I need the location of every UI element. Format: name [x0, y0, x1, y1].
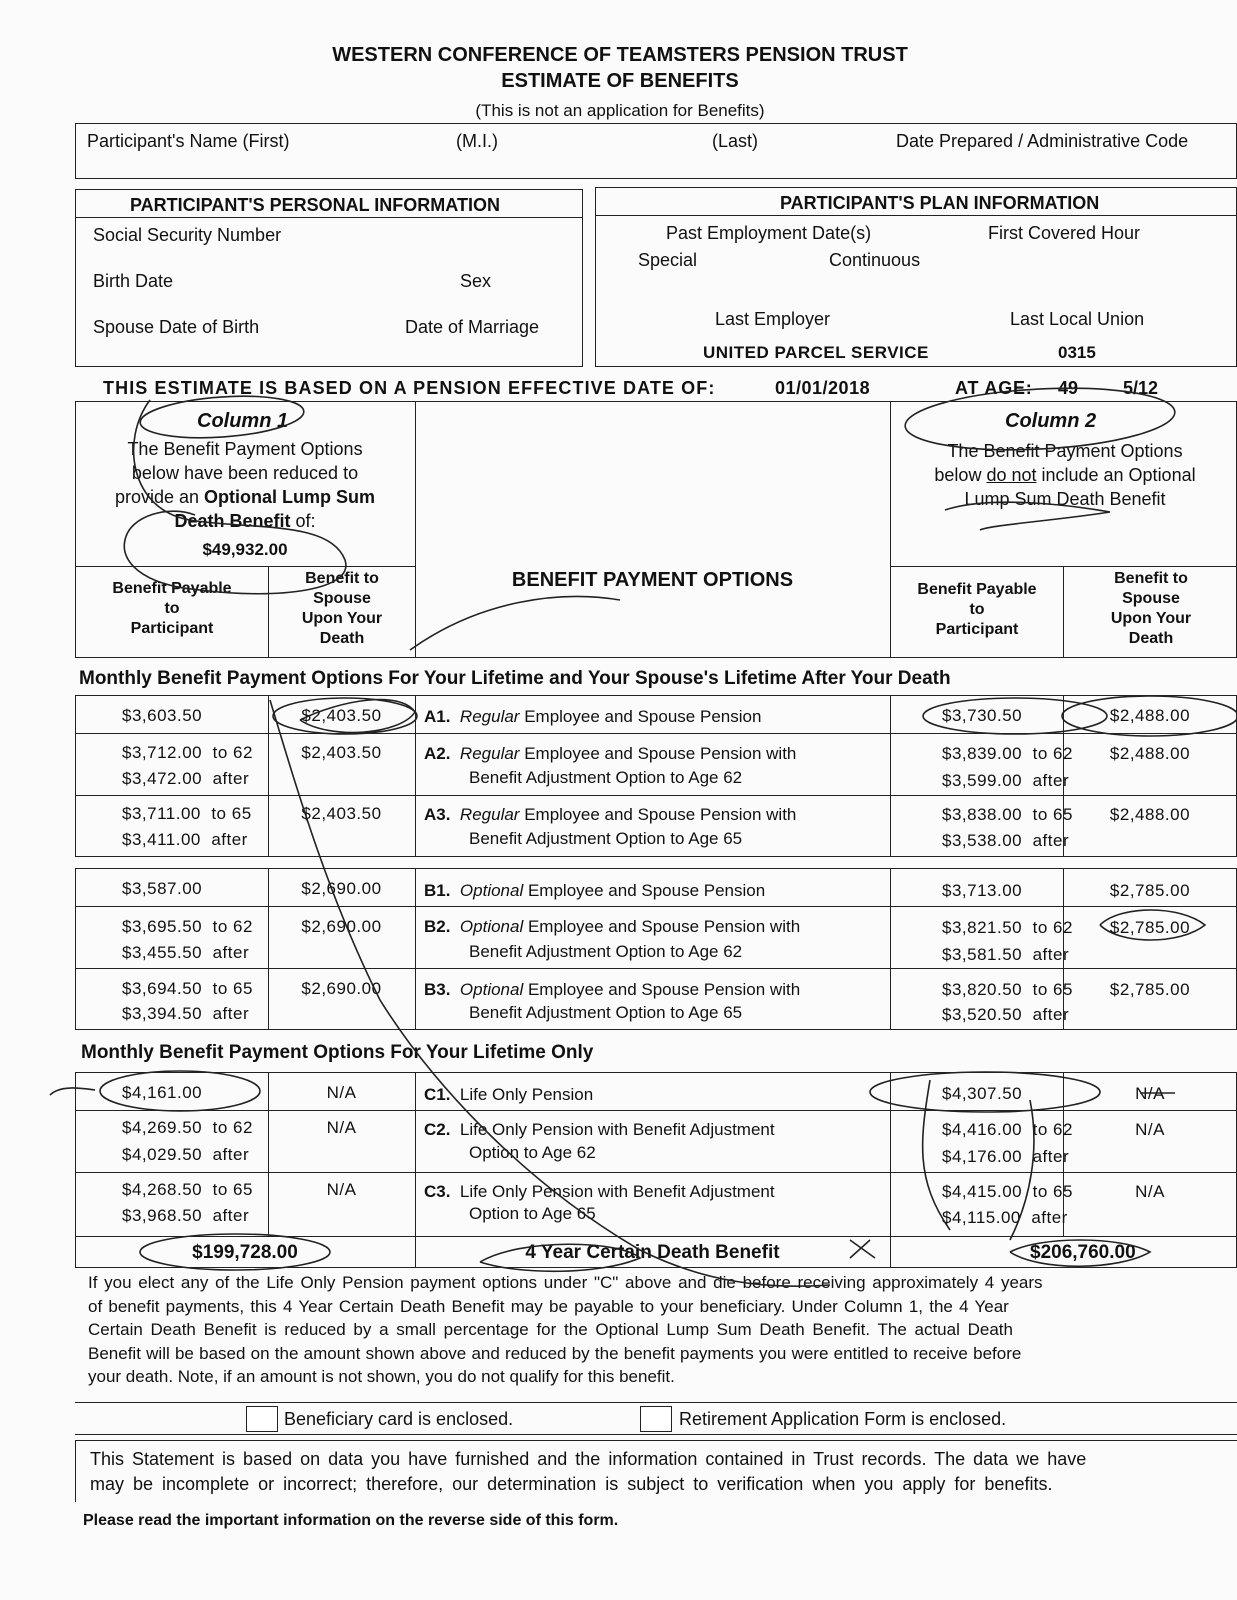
options-heading: BENEFIT PAYMENT OPTIONS	[511, 569, 794, 591]
column2-line1: The Benefit Payment Options	[947, 441, 1183, 461]
c1-spouse-head: Benefit to Spouse Upon Your Death	[301, 570, 383, 647]
last-local-value: 0315	[1058, 343, 1096, 362]
special-label: Special	[638, 250, 698, 270]
plan-info-heading: PARTICIPANT'S PLAN INFORMATION	[780, 193, 1100, 213]
name-mi-label: (M.I.)	[456, 131, 498, 151]
c2-payable-head: Benefit Payable to Participant	[917, 581, 1037, 638]
statement-text: This Statement is based on data you have furnished and the information contained in Trust records. The data we have may be incomplete or incorrect; therefore, our determination is subject to verification when you apply for benefits.	[90, 1449, 1087, 1494]
past-employment-label: Past Employment Date(s)	[666, 223, 872, 243]
column2-line2: below do not include an Optional	[934, 465, 1196, 485]
spouse-dob-label: Spouse Date of Birth	[93, 317, 260, 337]
form-title: WESTERN CONFERENCE OF TEAMSTERS PENSION TRUST	[332, 44, 908, 66]
c1-payable-head: Benefit Payable to Participant	[112, 580, 232, 637]
birth-date-label: Birth Date	[93, 271, 174, 291]
c2-spouse-head: Benefit to Spouse Upon Your Death	[1110, 570, 1192, 647]
column1-line2: below have been reduced to	[131, 463, 359, 483]
form-note: (This is not an application for Benefits)	[475, 101, 765, 120]
beneficiary-label: Beneficiary card is enclosed.	[284, 1409, 514, 1429]
marriage-date-label: Date of Marriage	[405, 317, 540, 337]
effective-date-label: THIS ESTIMATE IS BASED ON A PENSION EFFECTIVE DATE OF:	[103, 378, 716, 398]
form-subtitle: ESTIMATE OF BENEFITS	[501, 70, 739, 92]
last-employer-value: UNITED PARCEL SERVICE	[703, 343, 929, 362]
column1-line4: Death Benefit of:	[174, 511, 316, 531]
certain-c1-value: $199,728.00	[192, 1242, 298, 1263]
name-last-label: (Last)	[712, 131, 759, 151]
retirement-label: Retirement Application Form is enclosed.	[679, 1409, 1007, 1429]
certain-c2-value: $206,760.00	[1030, 1242, 1136, 1263]
personal-info-heading: PARTICIPANT'S PERSONAL INFORMATION	[130, 195, 500, 215]
column2-title: Column 2	[1005, 410, 1097, 432]
ssn-label: Social Security Number	[93, 225, 282, 245]
column1-title: Column 1	[197, 410, 289, 432]
column1-lump-sum: $49,932.00	[202, 540, 288, 559]
beneficiary-checkbox[interactable]	[246, 1406, 278, 1432]
date-prepared-label: Date Prepared / Administrative Code	[896, 131, 1189, 151]
footer-note: Please read the important information on the reverse side of this form.	[83, 1512, 619, 1529]
retirement-checkbox[interactable]	[640, 1406, 672, 1432]
effective-date-value: 01/01/2018	[775, 378, 871, 398]
plan-info-box	[595, 187, 1237, 367]
section-c-heading: Monthly Benefit Payment Options For Your Lifetime Only	[81, 1042, 594, 1063]
continuous-label: Continuous	[829, 250, 921, 270]
column1-line3: provide an Optional Lump Sum	[114, 487, 376, 507]
certain-paragraph: If you elect any of the Life Only Pension payment options under "C" above and die before receiving approximately 4 years of benefit payments, this 4 Year Certain Death Benefit may be payable to your beneficiary. Under Column 1, the 4 Year Certain Death Benefit is reduced by a small percentage for the Optional Lump Sum Death Benefit. The actual Death Benefit will be based on the amount shown above and reduced by the benefit payments you were entitled to receive before your death. Note, if an amount is not shown, you do not qualify for this benefit.	[88, 1273, 1043, 1386]
age-label: AT AGE:	[955, 378, 1033, 398]
section-ab-heading: Monthly Benefit Payment Options For Your Lifetime and Your Spouse's Lifetime After Your Death	[79, 668, 951, 689]
age-years: 49	[1058, 378, 1079, 398]
last-local-label: Last Local Union	[1010, 309, 1145, 329]
first-hour-label: First Covered Hour	[988, 223, 1141, 243]
last-employer-label: Last Employer	[715, 309, 831, 329]
column2-line3: Lump Sum Death Benefit	[964, 489, 1166, 509]
column1-line1: The Benefit Payment Options	[127, 439, 363, 459]
name-first-label: Participant's Name (First)	[87, 131, 290, 151]
age-months: 5/12	[1123, 378, 1159, 398]
sex-label: Sex	[460, 271, 492, 291]
certain-label: 4 Year Certain Death Benefit	[525, 1242, 780, 1263]
